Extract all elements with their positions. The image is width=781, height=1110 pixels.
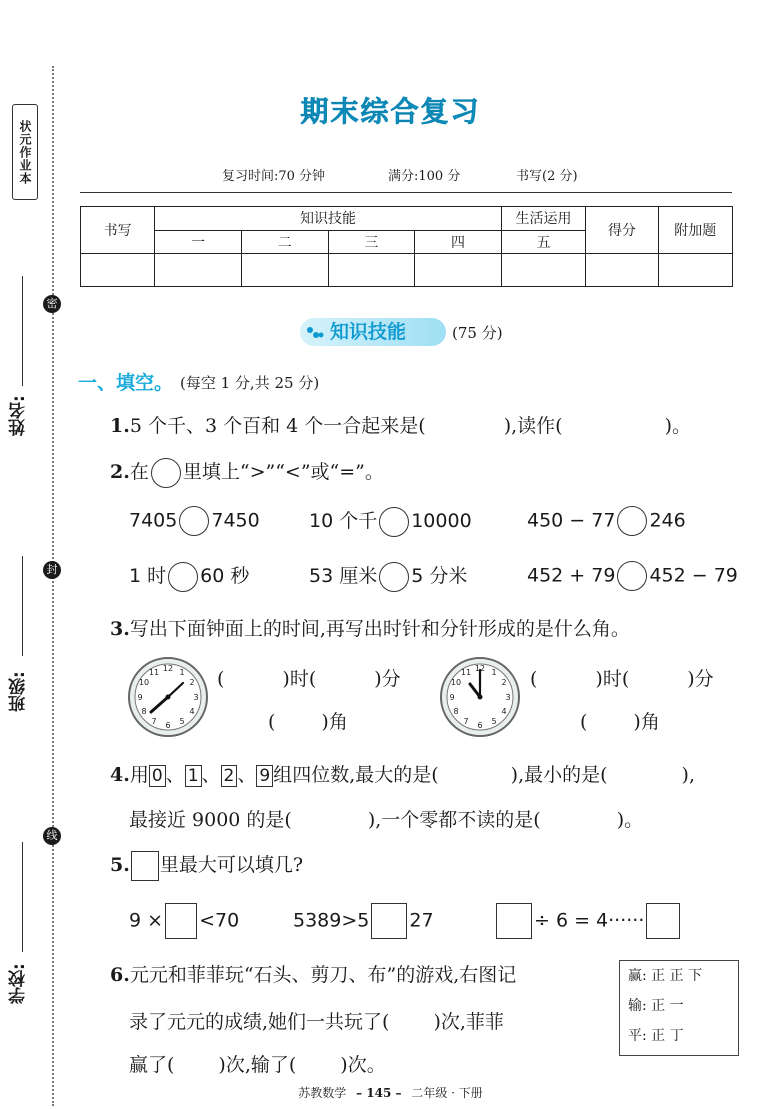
hour-text: )时(	[595, 668, 630, 690]
question-6	[110, 960, 516, 987]
compare-right: 452 − 79	[649, 564, 738, 587]
section-points: (75 分)	[452, 324, 503, 342]
name-line	[22, 276, 23, 386]
hour-text: )时(	[282, 668, 317, 690]
paren: (	[580, 711, 588, 733]
score-cell[interactable]	[241, 254, 328, 287]
minute-text: )分	[374, 668, 401, 690]
paren: (	[217, 668, 225, 690]
compare-right: 5 分米	[411, 565, 468, 587]
svg-text:2: 2	[501, 678, 507, 687]
compare-left: 452 + 79	[527, 564, 616, 587]
full-score: 满分:100 分	[388, 169, 461, 184]
question-5	[110, 850, 303, 881]
q-num: 1.	[110, 415, 130, 437]
digit-card: 9	[256, 765, 273, 787]
svg-text:4: 4	[189, 707, 195, 716]
seal-mark-feng: 封	[43, 561, 61, 579]
q-num: 3.	[110, 618, 130, 640]
svg-text:2: 2	[189, 678, 195, 687]
compare-left: 53 厘米	[309, 565, 378, 587]
expr-text: <70	[199, 909, 240, 932]
page-footer	[0, 1084, 781, 1101]
q3-text: 写出下面钟面上的时间,再写出时针和分针形成的是什么角。	[129, 618, 630, 640]
q5-expr-1	[129, 903, 239, 939]
q4-text-b: 组四位数,最大的是(	[273, 764, 439, 786]
col-5: 五	[501, 230, 586, 254]
q5-expr-3	[494, 903, 682, 939]
q6-text: 录了元元的成绩,她们一共玩了(	[129, 1011, 390, 1033]
svg-text:11: 11	[148, 668, 160, 677]
svg-text:9: 9	[449, 693, 455, 702]
compare-circle	[151, 458, 181, 488]
score-cell[interactable]	[155, 254, 242, 287]
writing-score: 书写(2 分)	[516, 169, 578, 184]
col-1: 一	[155, 230, 242, 254]
minute-text: )分	[687, 668, 714, 690]
question-4-line2	[129, 805, 643, 832]
tally-row-lose	[620, 991, 738, 1021]
compare-item	[309, 506, 472, 537]
score-cell[interactable]	[81, 254, 155, 287]
q6-line-1: 元元和菲菲玩“石头、剪刀、布”的游戏,右图记	[129, 964, 517, 986]
score-cell[interactable]	[328, 254, 415, 287]
name-label: 姓名:	[9, 395, 29, 436]
class-line	[22, 556, 23, 656]
compare-circle[interactable]	[379, 507, 409, 537]
part-note: (每空 1 分,共 25 分)	[180, 374, 320, 392]
q4-text-a: 用	[129, 764, 149, 786]
q-num: 6.	[110, 964, 130, 986]
svg-text:10: 10	[138, 678, 150, 687]
compare-right: 60 秒	[200, 565, 250, 587]
q4-text-f: ),一个零都不读的是(	[367, 809, 541, 831]
question-4	[110, 760, 695, 787]
blank-box[interactable]	[496, 903, 532, 939]
tally-marks: 正 一	[651, 998, 684, 1014]
q4-text-g: )。	[616, 809, 644, 831]
q5-expr-2	[293, 903, 434, 939]
svg-text:5: 5	[179, 717, 185, 726]
compare-circle[interactable]	[617, 561, 647, 591]
grade-label: 二年级 · 下册	[411, 1086, 483, 1100]
tally-box	[619, 960, 739, 1056]
q4-text-e: 最接近 9000 的是(	[129, 809, 292, 831]
q2-text-b: 里填上“>”“<”或“=”。	[182, 461, 384, 483]
class-label: 班级:	[9, 671, 29, 712]
tally-row-draw	[620, 1021, 738, 1051]
compare-right: 10000	[411, 510, 472, 532]
svg-text:9: 9	[137, 693, 143, 702]
section-title: 知识技能	[330, 321, 407, 343]
compare-circle[interactable]	[168, 562, 198, 592]
writing-header: 书写	[81, 207, 155, 254]
bonus-header: 附加题	[658, 207, 732, 254]
blank-box[interactable]	[371, 903, 407, 939]
compare-item	[129, 561, 249, 592]
col-4: 四	[415, 230, 502, 254]
blank-box	[131, 851, 159, 881]
clock1-angle	[268, 707, 348, 734]
blank-box[interactable]	[646, 903, 680, 939]
question-6-line2	[129, 1007, 504, 1034]
separator: 、	[165, 764, 185, 786]
q-num: 5.	[110, 854, 130, 876]
tally-label: 赢:	[628, 968, 647, 984]
dots-icon	[306, 326, 324, 340]
question-3	[110, 614, 630, 641]
tally-marks: 正 正 下	[651, 968, 703, 984]
svg-text:11: 11	[460, 668, 472, 677]
question-1	[110, 411, 691, 438]
page-number: – 145 –	[356, 1086, 402, 1100]
part-title: 一、填空。	[78, 372, 174, 394]
q4-text-d: ),	[681, 764, 695, 786]
svg-text:12: 12	[474, 664, 486, 673]
school-label: 学校:	[9, 963, 29, 1004]
q6-text: )次,菲菲	[433, 1011, 504, 1033]
header-rule	[80, 192, 732, 193]
review-time: 复习时间:70 分钟	[222, 169, 326, 184]
compare-left: 7405	[129, 509, 178, 532]
compare-left: 450 − 77	[527, 509, 616, 532]
compare-item	[527, 506, 686, 536]
book-name: 苏教数学	[298, 1086, 347, 1100]
svg-text:1: 1	[491, 668, 497, 677]
digit-card: 1	[185, 765, 202, 787]
compare-right: 246	[649, 509, 686, 532]
svg-text:7: 7	[463, 717, 469, 726]
svg-text:12: 12	[162, 664, 174, 673]
score-cell[interactable]	[415, 254, 502, 287]
q1-text-a: 5 个千、3 个百和 4 个一合起来是(	[129, 415, 426, 437]
q1-text-b: ),读作(	[503, 415, 563, 437]
knowledge-header: 知识技能	[155, 207, 501, 231]
q4-text-c: ),最小的是(	[510, 764, 608, 786]
tally-row-win	[620, 961, 738, 991]
svg-text:6: 6	[477, 721, 483, 730]
question-6-line3	[129, 1050, 386, 1077]
separator: 、	[201, 764, 221, 786]
school-line	[22, 842, 23, 952]
q5-text: 里最大可以填几?	[159, 854, 304, 876]
score-cell[interactable]	[501, 254, 586, 287]
svg-text:6: 6	[165, 721, 171, 730]
clock2-time	[530, 664, 714, 691]
digit-card: 2	[221, 765, 238, 787]
clock1-time	[217, 664, 401, 691]
svg-text:3: 3	[193, 693, 199, 702]
q-num: 2.	[110, 461, 130, 483]
blank-box[interactable]	[165, 903, 197, 939]
score-header: 得分	[586, 207, 658, 254]
tally-label: 输:	[628, 998, 647, 1014]
life-header: 生活运用	[501, 207, 586, 231]
tally-marks: 正 丁	[651, 1028, 684, 1044]
expr-text: 9 ×	[129, 909, 164, 932]
svg-text:1: 1	[179, 668, 185, 677]
compare-item	[309, 561, 467, 592]
score-cell[interactable]	[586, 254, 658, 287]
expr-text: ÷ 6 = 4······	[534, 909, 645, 932]
compare-left: 1 时	[129, 565, 167, 587]
q6-text: )次。	[340, 1054, 386, 1076]
svg-text:5: 5	[491, 717, 497, 726]
compare-circle[interactable]	[617, 506, 647, 536]
svg-text:10: 10	[450, 678, 462, 687]
question-2	[110, 457, 384, 488]
svg-text:8: 8	[453, 707, 459, 716]
svg-text:8: 8	[141, 707, 147, 716]
clock-icon	[439, 656, 521, 738]
col-3: 三	[328, 230, 415, 254]
paren: (	[268, 711, 276, 733]
digit-card: 0	[149, 765, 166, 787]
clock2-angle	[580, 707, 660, 734]
score-cell[interactable]	[658, 254, 732, 287]
compare-circle[interactable]	[379, 562, 409, 592]
svg-text:7: 7	[151, 717, 157, 726]
q-num: 4.	[110, 764, 130, 786]
q6-text: 赢了(	[129, 1054, 175, 1076]
compare-item	[527, 561, 738, 591]
expr-text: 5389>5	[293, 909, 370, 932]
brand-label: 状元作业本	[12, 104, 38, 200]
col-2: 二	[241, 230, 328, 254]
compare-right: 7450	[211, 509, 260, 532]
seal-mark-xian: 线	[43, 827, 61, 845]
paren: (	[530, 668, 538, 690]
q6-text: )次,输了(	[218, 1054, 297, 1076]
svg-text:3: 3	[505, 693, 511, 702]
angle-text: )角	[321, 711, 348, 733]
page-title: 期末综合复习	[300, 95, 481, 128]
clock-icon	[127, 656, 209, 738]
score-table	[80, 206, 733, 287]
tally-label: 平:	[628, 1028, 647, 1044]
q2-text-a: 在	[129, 461, 149, 483]
svg-text:4: 4	[501, 707, 507, 716]
expr-text: 27	[409, 909, 434, 932]
angle-text: )角	[633, 711, 660, 733]
binding-dotted-line	[52, 66, 54, 1106]
separator: 、	[237, 764, 257, 786]
compare-circle[interactable]	[179, 506, 209, 536]
compare-left: 10 个千	[309, 510, 378, 532]
q1-text-c: )。	[664, 415, 691, 437]
seal-mark-mi: 密	[43, 295, 61, 313]
compare-item	[129, 506, 260, 536]
